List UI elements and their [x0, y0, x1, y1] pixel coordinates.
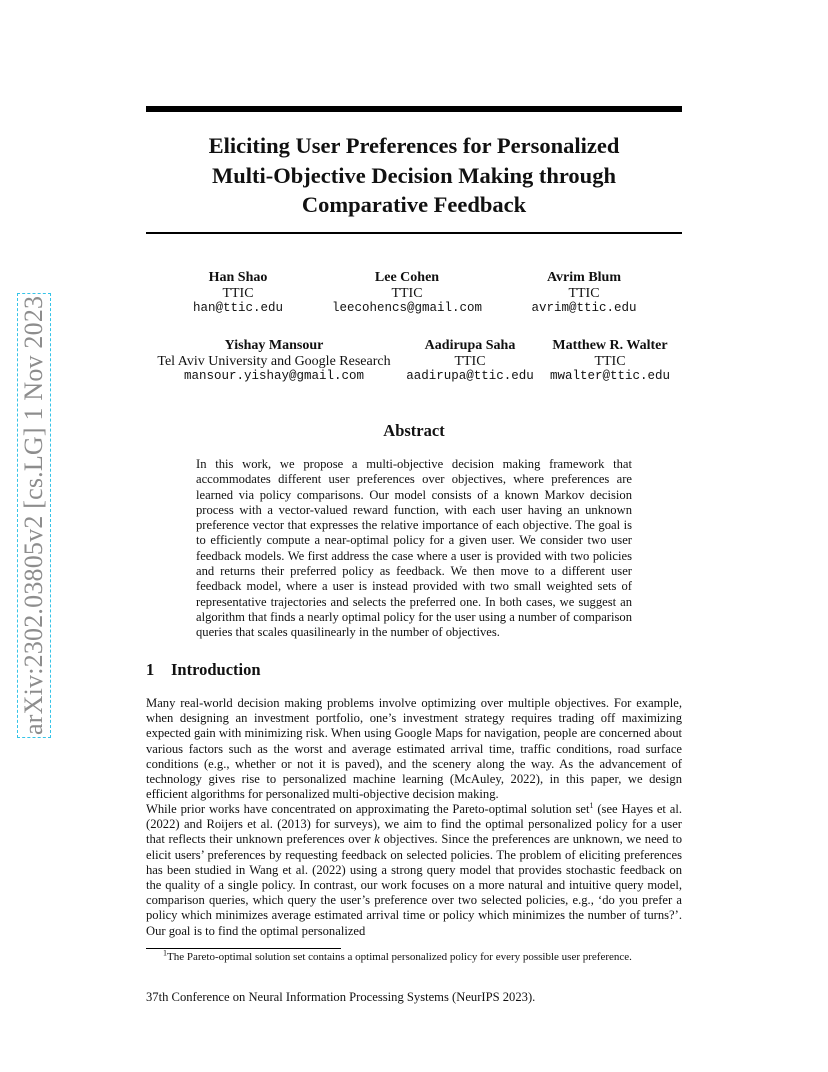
footnote	[146, 950, 682, 964]
title-top-rule	[146, 106, 682, 112]
title-line: Multi-Objective Decision Making through	[212, 162, 616, 188]
author-name: Matthew R. Walter	[552, 338, 668, 353]
author-block	[322, 270, 492, 317]
section-title: Introduction	[171, 660, 261, 679]
footnote-rule	[146, 948, 341, 949]
author-affiliation: Tel Aviv University and Google Research	[157, 353, 391, 369]
paragraph-text: While prior works have concentrated on approximating the Pareto-optimal solution set	[146, 802, 590, 816]
author-affiliation: TTIC	[222, 285, 254, 301]
author-name: Avrim Blum	[546, 270, 621, 285]
author-name: Yishay Mansour	[224, 338, 324, 353]
footnote-marker[interactable]: 1	[589, 800, 594, 810]
intro-paragraph-2	[146, 802, 682, 939]
author-block	[156, 338, 392, 385]
author-affiliation: TTIC	[568, 285, 600, 301]
paragraph-text: objectives. Since the preferences are unknown, we need to elicit users’ preferences by requesting feedback on selected policies. The problem of eliciting preferences has been studied in Wang et al. (2022) using a strong query model that provides stochastic feedback on the quality of a single policy. In contrast, our work focuses on a more natural and intuitive query model, comparison queries, which query the user’s preference over two selected policies, e.g., ‘do you prefer a policy which minimizes average estimated arrival time or policy which minimizes the number of turns?’. Our goal is to find the optimal personalized	[146, 832, 683, 938]
author-block	[546, 338, 674, 385]
arxiv-side-stamp[interactable]: arXiv:2302.03805v2 [cs.LG] 1 Nov 2023	[19, 295, 48, 735]
author-affiliation: TTIC	[454, 353, 486, 369]
footnote-text: The Pareto-optimal solution set contains a optimal personalized policy for every possible user preference.	[167, 951, 632, 963]
footnote-mark: 1	[163, 948, 167, 958]
author-name: Aadirupa Saha	[424, 338, 516, 353]
author-email[interactable]: han@ttic.edu	[192, 301, 283, 315]
title-line: Eliciting User Preferences for Personalized	[208, 133, 620, 158]
author-email[interactable]: mansour.yishay@gmail.com	[183, 369, 365, 383]
author-email[interactable]: mwalter@ttic.edu	[549, 369, 671, 383]
author-affiliation: TTIC	[391, 285, 423, 301]
section-number: 1	[146, 660, 155, 679]
author-block	[173, 270, 303, 317]
math-variable: k	[374, 832, 380, 847]
author-email[interactable]: avrim@ttic.edu	[531, 301, 637, 315]
abstract-text: In this work, we propose a multi-objective decision making framework that accommodates different user preferences over objectives, where preferences are learned via policy comparisons. Our model consists of a known Markov decision process with a vector-valued reward function, with each user having an unknown preference vector that expresses the relative importance of each objective. The goal is to efficiently compute a near-optimal policy for a given user. We consider two user feedback models. We first address the case where a user is provided with two policies and returns their preferred policy as feedback. We then move to a different user feedback model, where a user is instead provided with two small weighted sets of representative trajectories and selects the preferred one. In both cases, we suggest an algorithm that finds a nearly optimal policy for the user using a number of comparison queries that scales quasilinearly in the number of objectives.	[196, 457, 632, 640]
title-bottom-rule	[146, 232, 682, 234]
author-name: Han Shao	[208, 270, 268, 285]
author-affiliation: TTIC	[594, 353, 626, 369]
author-block	[403, 338, 537, 385]
venue-note: 37th Conference on Neural Information Processing Systems (NeurIPS 2023).	[146, 990, 536, 1004]
author-email[interactable]: leecohencs@gmail.com	[331, 301, 483, 315]
intro-paragraph-1: Many real-world decision making problems involve optimizing over multiple objectives. For example, when designing an investment portfolio, one’s investment strategy requires trading off maximizing expected gain with minimizing risk. When using Google Maps for navigation, people are concerned about various factors such as the worst and average estimated arrival time, traffic conditions, road surface conditions (e.g., whether or not it is paved), and the scenery along the way. As the advancement of technology gives rise to personalized machine learning (McAuley, 2022), in this paper, we design efficient algorithms for personalized multi-objective decision making.	[146, 696, 682, 802]
paragraph-text: (see Hayes et al. (2022) and Roijers et al. (2013) for surveys), we aim to find the optimal personalized policy for a user that reflects their unknown preferences over	[146, 802, 682, 847]
paper-title	[146, 131, 682, 220]
author-name: Lee Cohen	[374, 270, 440, 285]
author-block	[519, 270, 649, 317]
author-email[interactable]: aadirupa@ttic.edu	[406, 369, 534, 383]
section-heading	[146, 660, 261, 680]
abstract-heading: Abstract	[383, 421, 445, 440]
title-line: Comparative Feedback	[301, 192, 527, 217]
